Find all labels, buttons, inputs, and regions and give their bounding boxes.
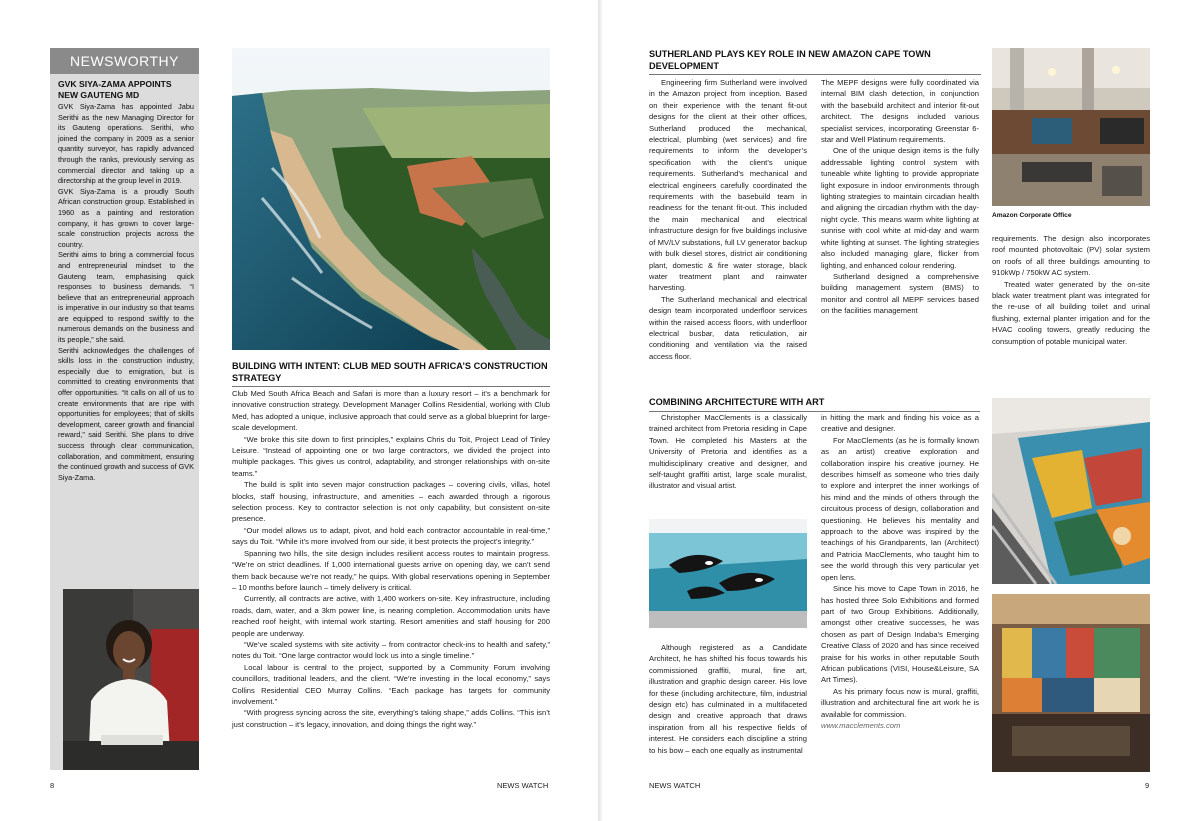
macclements-website: www.macclements.com (821, 720, 901, 730)
macclements-paragraph: Christopher MacClements is a classically trained architect from Pretoria residing in Cape Town. He completed his Masters at the University of Pretoria and identifies as a multidisciplinary creative and designer, and self-taught graffiti artist, large scale muralist, illustrator and visual artist. (649, 413, 807, 491)
club-med-article-body (232, 388, 550, 730)
club-med-paragraph: Spanning two hills, the site design includes resilient access routes to maintain progress. “We’re on strict deadlines. If 1,000 international guests arrive on opening day, we can’t send them back because we’re not ready,” he quips. With global reservations opening in September – 10 months before launch – timely delivery is critical. (232, 548, 550, 592)
macclements-col-1-bottom (649, 642, 807, 756)
club-med-paragraph: Currently, all contracts are active, with 1,400 workers on-site. Key infrastructure, including roads, dam, water, and a 3km power line, is nearing completion. Accommodation units have reached roof height, with internal work starting. Resort amenities and staff housing for 200 people are underway. (232, 594, 550, 638)
sutherland-headline: SUTHERLAND PLAYS KEY ROLE IN NEW AMAZON CAPE TOWN DEVELOPMENT (649, 49, 981, 75)
sutherland-paragraph: requirements. The design also incorporates roof mounted photovoltaic (PV) solar system on roofs of all three buildings amounting to 910kWp / 750kW AC system. (992, 234, 1150, 278)
macclements-paragraph: For MacClements (as he is formally known as an artist) creative exploration and collaboration inspire his creative journey. He describes himself as someone who tries daily to explore and interpret the inner workings of his mind and the minds of others through the circuitous process of design, collaboration and questioning. He believes his mentality and approach to the above was inspired by the teachings of his Grandparents, Ian (Architect) and Patricia MacClements, who taught him to see the world through this very particular yet open lens. (821, 435, 979, 582)
club-med-paragraph: “We’ve scaled systems with site activity – from contractor check-ins to health and safety,” notes du Toit. “One large contractor would lock us into a single timeline.” (232, 639, 550, 661)
macclements-col-2 (821, 412, 979, 731)
sutherland-paragraph: Sutherland designed a comprehensive building management system (BMS) to monitor and control all MEPF services based on the facilities management (821, 271, 979, 316)
atrium-mural-photo (992, 594, 1150, 772)
sidebar-paragraph: Serithi acknowledges the challenges of skills loss in the construction industry, especially due to emigration, but is committed to creating environments that offer opportunities. “It calls on all of us to create environments that are ripe with opportunities for employees; that of skills development, career growth and financial reward,” said Serithi. She plans to drive success through clear communication, collaboration, and commitment, ensuring the continued growth and success of GVK Siya-Zama. (58, 345, 194, 482)
sutherland-paragraph: Engineering firm Sutherland were involved in the Amazon project from inception. Based on their experience with the tenant fit-out designs for the client at their other offices, Sutherland produced the mechanical, electrical, plumbing (wet services) and fire requirements to inform the developer’s specification with the client’s unique requirements. Sutherland’s mechanical and electrical engineers carefully coordinated the requirements with the basebuild team in readiness for the tenant fit-out. This included the main mechanical and electrical infrastructure design for five buildings inclusive of MV/LV substations, full LV generator backup with bulk diesel stores, district air conditioning plant, domestic & fire water storage, black water treatment plant and rainwater harvesting. (649, 78, 807, 293)
orca-mural-illustration (649, 519, 807, 628)
sidebar-headline: GVK SIYA-ZAMA APPOINTS NEW GAUTENG MD (58, 79, 172, 100)
sutherland-col-3 (992, 233, 1150, 347)
left-publication-name: NEWS WATCH (497, 781, 549, 790)
right-publication-name: NEWS WATCH (649, 781, 701, 790)
macclements-headline: COMBINING ARCHITECTURE WITH ART (649, 397, 980, 412)
portrait-illustration (63, 589, 199, 770)
club-med-headline: BUILDING WITH INTENT: CLUB MED SOUTH AFRICA’S CONSTRUCTION STRATEGY (232, 361, 550, 387)
amazon-photo-caption: Amazon Corporate Office (992, 212, 1072, 219)
sidebar-paragraph: GVK Siya-Zama has appointed Jabu Serithi as the new Managing Director for its Gauteng operations. Serithi, who joined the company in 2009 as a senior quantity surveyor, has rapidly advanced through the ranks, previously serving as commercial director and taking up a directorship at the group level in 2019. (58, 102, 194, 186)
macclements-paragraph: Since his move to Cape Town in 2016, he has hosted three Solo Exhibitions and formed part of two Group Exhibitions. Additionally, amongst other creative successes, he was chosen as part of Design Indaba’s Emerging Creative Class of 2020 and has since received praise for his works in other reputable South African publications (VISI, House&Leisure, SA Art Times). (821, 584, 979, 685)
atrium-mural-illustration (992, 594, 1150, 772)
right-page-number: 9 (1145, 781, 1150, 790)
amazon-office-photo (992, 48, 1150, 206)
club-med-aerial-photo (232, 48, 550, 350)
sidebar-tag: NEWSWORTHY (50, 48, 199, 74)
escalator-mural-photo (992, 398, 1150, 584)
club-med-paragraph: “We broke this site down to first principles,” explains Chris du Toit, Project Lead of Tinley Leisure. “Instead of appointing one or two large contractors, we divided the project into multiple packages. This gives us control, adaptability, and stronger relationships with on-site teams.” (232, 434, 550, 478)
sutherland-paragraph: Treated water generated by the on-site black water treatment plant was integrated for the re-use of all building toilet and urinal flushing, external planter irrigation and for the HVAC cooling towers, greatly reducing the consumption of potable municipal water. (992, 279, 1150, 346)
sidebar-paragraph: GVK Siya-Zama is a proudly South African construction group. Established in 1960 as a painting and restoration company, it has grown to cover large-scale construction projects across the country. (58, 186, 194, 249)
macclements-paragraph: Although registered as a Candidate Architect, he has shifted his focus towards his commissioned graffiti, mural, fine art, illustration and graphic design career. His love for these (including architecture, film, industrial design etc) has culminated in a multifaceted design and creative approach that draws inspiration from all his respective fields of interest. He considers each discipline a string to his bow – each one equally as instrumental (649, 643, 807, 755)
sutherland-col-2 (821, 77, 979, 317)
club-med-paragraph: Local labour is central to the project, supported by a Community Forum involving councillors, traditional leaders, and the client. “We’re investing in the local economy,” says Collins Residential CEO Murray Collins. “Each package has targets for community involvement.” (232, 662, 550, 706)
left-page (0, 0, 598, 821)
club-med-paragraph: The build is split into seven major construction packages – covering civils, villas, hotel blocks, staff housing, infrastructure, and amenities – each awarded through a rigorous selection process. Key to contractor selection is not only capability, but consistent on-site presence. (232, 480, 550, 524)
sutherland-paragraph: One of the unique design items is the fully addressable lighting control system with tuneable white lighting to provide appropriate light exposure in indoor environments through lighting strategies to maintain circadian health and aligning the circadian rhythm with the day-night cycle. This means warm white lighting at sunrise with cool white at mid-day and warm white lighting at sunset. The lighting strategies also included managing glare, flicker from lighting, and enhanced colour rendering. (821, 146, 979, 270)
portrait-photo (63, 589, 199, 770)
club-med-paragraph: “With progress syncing across the site, everything’s taking shape,” adds Collins. “This isn’t just construction – it’s legacy, innovation, and doing things the right way.” (232, 708, 550, 729)
right-page (602, 0, 1200, 821)
amazon-office-illustration (992, 48, 1150, 206)
aerial-coastline-illustration (232, 48, 550, 350)
macclements-col-1-top (649, 412, 807, 492)
macclements-paragraph: in hitting the mark and finding his voice as a creative and designer. (821, 413, 979, 434)
sidebar-body (58, 102, 194, 483)
club-med-paragraph: Club Med South Africa Beach and Safari is more than a luxury resort – it’s a benchmark for innovative construction strategy. Development Manager Collins Residential, working with Club Med, has adopted a unique, inclusive approach that could serve as a global blueprint for large-scale development. (232, 389, 550, 433)
sidebar-paragraph: Serithi aims to bring a commercial focus and entrepreneurial mindset to the Gauteng team, emphasising quick responses to business demands. “I believe that an entrepreneurial approach is imperative in our industry so that teams are equipped to respond swiftly to the numerous demands on the business and its people,” she said. (58, 250, 194, 345)
sutherland-paragraph: The MEPF designs were fully coordinated via internal BIM clash detection, in conjunction with the basebuild architect and interior fit-out architect. The designs included various specialist services, incorporating Greenstar 6-star and Well Platinum requirements. (821, 78, 979, 145)
club-med-paragraph: “Our model allows us to adapt, pivot, and hold each contractor accountable in real-time,” says du Toit. “While it’s more involved from our side, it best protects the project’s integrity.” (232, 525, 550, 547)
left-page-number: 8 (50, 781, 55, 790)
macclements-paragraph: As his primary focus now is mural, graffiti, illustration and architectural fine art work he is available for commission. (821, 686, 979, 719)
orca-mural-photo (649, 519, 807, 628)
sutherland-col-1 (649, 77, 807, 362)
sutherland-paragraph: The Sutherland mechanical and electrical design team incorporated underfloor services within the raised access floors, with underfloor electrical busbar, data reticulation, air conditioning and ventilation via the raised access floor. (649, 294, 807, 361)
escalator-mural-illustration (992, 398, 1150, 584)
